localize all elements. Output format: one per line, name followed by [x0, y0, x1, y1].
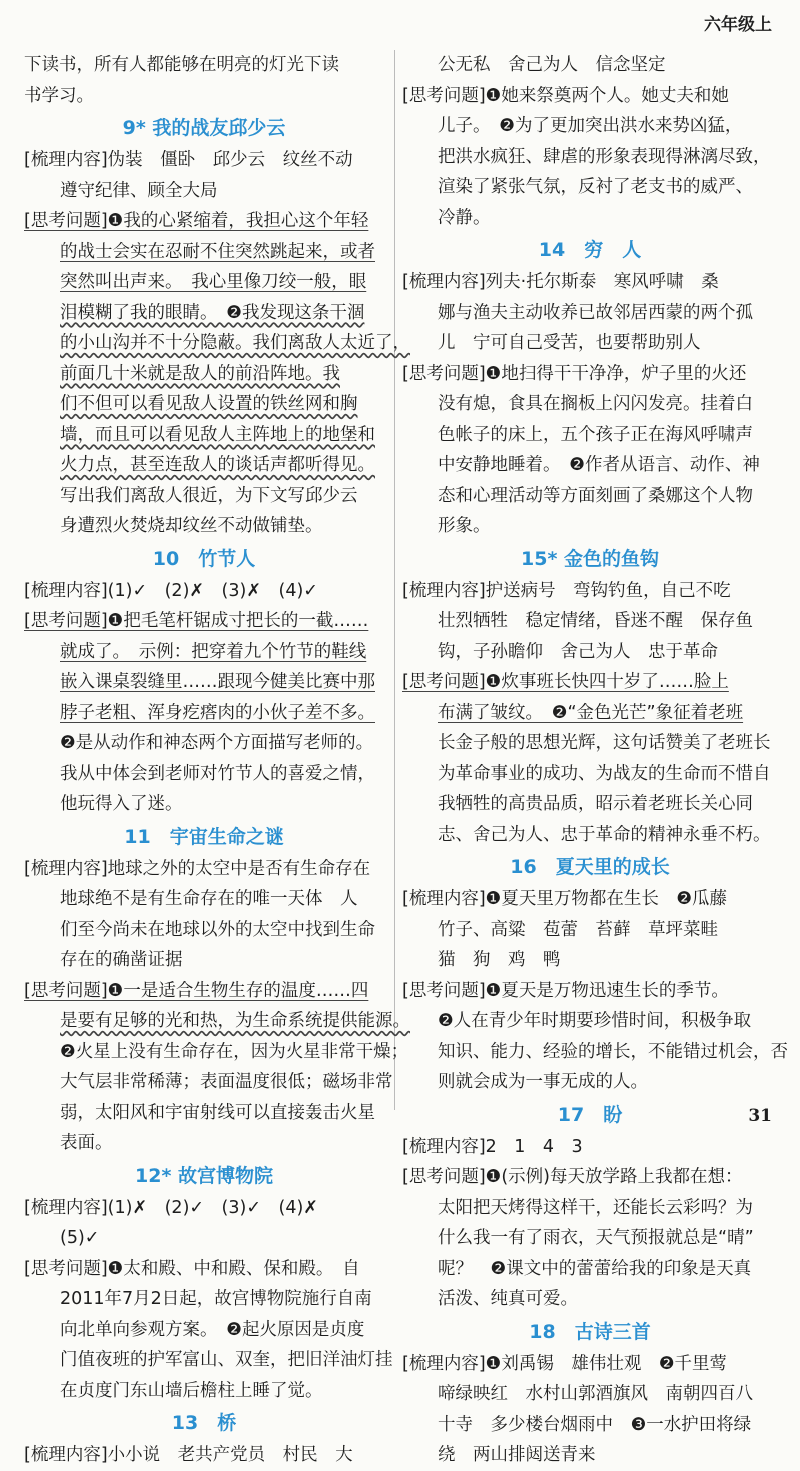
wavy-underlined-text: 泪模糊了我的眼睛。 ❷我发现这条干涸 — [60, 302, 365, 323]
answer-entry: [梳理内容]小小说 老共产党员 村民 大 — [24, 1445, 353, 1465]
section-heading: 15* 金色的鱼钩 — [521, 547, 659, 570]
text-line: 遵守纪律、顾全大局 — [60, 180, 218, 201]
underlined-text: 嵌入课桌裂缝里……跟现今健美比赛中那 — [60, 672, 375, 692]
wavy-underlined-text: 火力点，甚至连敌人的谈话声都听得见。 — [60, 455, 375, 475]
section-heading: 17 盼 — [557, 1103, 623, 1126]
text-line: 则就会成为一事无成的人。 — [438, 1072, 648, 1092]
text-line: 2011年7月2日起，故宫博物院施行自南 — [60, 1289, 372, 1309]
answer-entry: [梳理内容]伪装 僵卧 邱少云 纹丝不动 — [24, 150, 353, 170]
section-heading: 14 穷 人 — [538, 239, 642, 261]
text-line: 他玩得入了迷。 — [60, 794, 183, 814]
text-line: ❷人在青少年时期要珍惜时间，积极争取 — [438, 1011, 752, 1031]
answer-entry: [梳理内容]❶刘禹锡 雄伟壮观 ❷千里莺 — [402, 1353, 728, 1374]
section-heading: 10 竹节人 — [152, 547, 256, 570]
page-number: 31 — [748, 1106, 772, 1126]
text-line: 形象。 — [438, 516, 491, 536]
left-column — [24, 50, 410, 1471]
text-line: 们至今尚未在地球以外的太空中找到生命 — [60, 919, 375, 940]
wavy-underlined-text: 是要有足够的光和热，为生命系统提供能源。 — [60, 1011, 410, 1031]
answer-entry: [思考问题]❶地扫得干干净净，炉子里的火还 — [402, 363, 747, 384]
answer-entry: [思考问题]❶她来祭奠两个人。她丈夫和她 — [402, 85, 729, 106]
text-line: 写出我们离敌人很近，为下文写邱少云 — [60, 485, 358, 506]
answer-entry: [梳理内容](1)✗ (2)✓ (3)✓ (4)✗ — [24, 1197, 318, 1218]
text-line: 呢？ ❷课文中的蕾蕾给我的印象是天真 — [438, 1258, 752, 1279]
answer-entry: [梳理内容]❶夏天里万物都在生长 ❷瓜藤 — [402, 889, 728, 909]
answer-entry: [梳理内容](1)✓ (2)✗ (3)✗ (4)✓ — [24, 580, 318, 601]
answer-entry: [梳理内容]护送病号 弯钩钓鱼，自己不吃 — [402, 580, 731, 601]
text-line — [24, 667, 384, 698]
section-heading: 11 宇宙生命之谜 — [124, 825, 284, 848]
text-line — [24, 698, 384, 729]
text-line: 什么我一有了雨衣，天气预报就总是“晴” — [438, 1228, 754, 1248]
underlined-text: [思考问题]❶把毛笔杆锯成寸把长的一截…… — [24, 611, 369, 631]
text-line: 态和心理活动等方面刻画了桑娜这个人物 — [438, 485, 753, 506]
answer-entry — [24, 976, 384, 1007]
text-line: ❷火星上没有生命存在，因为火星非常干燥； — [60, 1041, 409, 1062]
text-line: 绕 两山排闼送青来 — [438, 1445, 596, 1465]
answer-entry: [思考问题]❶太和殿、中和殿、保和殿。 自 — [24, 1258, 360, 1279]
text-line: 色帐子的床上，五个孩子正在海风呼啸声 — [438, 424, 753, 445]
text-line: 渲染了紧张气氛，反衬了老支书的威严、 — [438, 177, 753, 197]
text-line: 壮烈牺牲 稳定情绪，昏迷不醒 保存鱼 — [438, 611, 753, 631]
text-line: 书学习。 — [24, 85, 94, 106]
text-line: 啼绿映红 水村山郭酒旗风 南朝四百八 — [438, 1384, 753, 1404]
text-line: ❷是从动作和神态两个方面描写老师的。 — [60, 733, 374, 753]
text-line: 中安静地睡着。 ❷作者从语言、动作、神 — [438, 455, 760, 475]
column-divider — [394, 50, 395, 1110]
text-line: 地球绝不是有生命存在的唯一天体 人 — [60, 889, 358, 909]
text-line: 存在的确凿证据 — [60, 950, 183, 970]
text-line — [24, 328, 410, 359]
text-line: 活泼、纯真可爱。 — [438, 1289, 578, 1309]
text-line: 我牺牲的高贵品质，昭示着老班长关心同 — [438, 794, 753, 814]
text-line: 身遭烈火焚烧却纹丝不动做铺垫。 — [60, 516, 323, 536]
text-line — [402, 698, 778, 729]
text-line — [24, 450, 384, 481]
wavy-underlined-text: 们不但可以看见敌人设置的铁丝网和胸 — [60, 394, 358, 414]
section-heading: 12* 故宫博物院 — [135, 1164, 273, 1187]
text-line: 公无私 舍己为人 信念坚定 — [438, 55, 666, 75]
text-line: 向北单向参观方案。 ❷起火原因是贞度 — [60, 1319, 365, 1340]
text-line: 儿子。 ❷为了更加突出洪水来势凶猛， — [438, 116, 743, 136]
wavy-underlined-text: 前面几十米就是敌人的前沿阵地。我 — [60, 363, 340, 384]
text-line: 为革命事业的成功、为战友的生命而不惜自 — [438, 763, 771, 784]
answer-entry — [402, 667, 778, 698]
text-line: 猫 狗 鸡 鸭 — [438, 950, 561, 970]
text-line: 志、舍己为人、忠于革命的精神永垂不朽。 — [438, 824, 771, 845]
text-line — [24, 359, 384, 390]
text-line: 门值夜班的护军富山、双奎，把旧洋油灯挂 — [60, 1350, 393, 1370]
text-line: 在贞度门东山墙后檐柱上睡了觉。 — [60, 1380, 323, 1401]
text-line: 知识、能力、经验的增长，不能错过机会，否 — [438, 1041, 788, 1062]
grade-label: 六年级上 — [704, 15, 772, 35]
text-line — [24, 637, 384, 668]
text-line: 表面。 — [60, 1133, 113, 1153]
wavy-underlined-text: 墙，而且可以看见敌人主阵地上的地堡和 — [60, 424, 375, 445]
text-line: 钩，子孙瞻仰 舍己为人 忠于革命 — [438, 641, 718, 662]
text-line — [24, 267, 384, 298]
answer-entry: [梳理内容]列夫·托尔斯泰 寒风呼啸 桑 — [402, 272, 719, 292]
answer-entry: [思考问题]❶夏天是万物迅速生长的季节。 — [402, 980, 729, 1001]
text-line: 娜与渔夫主动收养已故邻居西蒙的两个孤 — [438, 302, 753, 323]
text-line — [24, 298, 384, 329]
text-line: 弱，太阳风和宇宙射线可以直接轰击火星 — [60, 1102, 375, 1123]
underlined-text: 布满了皱纹。 ❷“金色光芒”象征着老班 — [438, 702, 744, 723]
text-line: 冷静。 — [438, 207, 491, 228]
text-line: 儿 宁可自己受苦，也要帮助别人 — [438, 333, 701, 353]
text-line: 十寺 多少楼台烟雨中 ❸一水护田将绿 — [438, 1414, 752, 1435]
underlined-text: [思考问题]❶炊事班长快四十岁了……脸上 — [402, 672, 729, 692]
section-heading: 18 古诗三首 — [529, 1320, 651, 1343]
underlined-text: 的战士会实在忍耐不住突然跳起来，或者 — [60, 241, 375, 262]
right-column — [402, 50, 788, 1471]
underlined-text: 就成了。 示例：把穿着九个竹节的鞋线 — [60, 641, 367, 662]
text-line: 下读书，所有人都能够在明亮的灯光下读 — [24, 55, 339, 75]
section-heading: 16 夏天里的成长 — [510, 856, 670, 878]
text-line — [24, 420, 384, 451]
answer-entry: [梳理内容]2 1 4 3 — [402, 1136, 583, 1157]
text-line — [24, 237, 384, 268]
underlined-text: [思考问题]❶一是适合生物生存的温度……四 — [24, 980, 369, 1001]
text-line — [24, 389, 384, 420]
underlined-text: 脖子老粗、浑身疙瘩肉的小伙子差不多。 — [60, 702, 375, 723]
text-line — [24, 1006, 410, 1037]
text-line: 长金子般的思想光辉，这句话赞美了老班长 — [438, 733, 771, 753]
section-heading: 13 桥 — [171, 1412, 237, 1434]
wavy-underlined-text: 的小山沟并不十分隐蔽。我们离敌人太近了， — [60, 333, 410, 353]
answer-entry: [思考问题]❶(示例)每天放学路上我都在想： — [402, 1167, 743, 1187]
text-line: 太阳把天烤得这样干，还能长云彩吗？为 — [438, 1197, 753, 1218]
text-line: 竹子、高粱 苞蕾 苔藓 草坪菜畦 — [438, 919, 718, 940]
underlined-text: 突然叫出声来。 我心里像刀绞一般，眼 — [60, 272, 367, 292]
text-line: 把洪水疯狂、肆虐的形象表现得淋漓尽致， — [438, 146, 771, 167]
answer-entry — [24, 206, 384, 237]
answer-entry: [梳理内容]地球之外的太空中是否有生命存在 — [24, 858, 371, 879]
text-line: 我从中体会到老师对竹节人的喜爱之情， — [60, 763, 375, 784]
underlined-text: [思考问题]❶我的心紧缩着，我担心这个年轻 — [24, 211, 369, 231]
text-line: (5)✓ — [60, 1228, 100, 1248]
answer-entry — [24, 606, 384, 637]
text-line: 没有熄，食具在搁板上闪闪发亮。挂着白 — [438, 394, 753, 414]
text-line: 大气层非常稀薄；表面温度很低；磁场非常 — [60, 1072, 393, 1092]
section-heading: 9* 我的战友邱少云 — [122, 117, 286, 139]
